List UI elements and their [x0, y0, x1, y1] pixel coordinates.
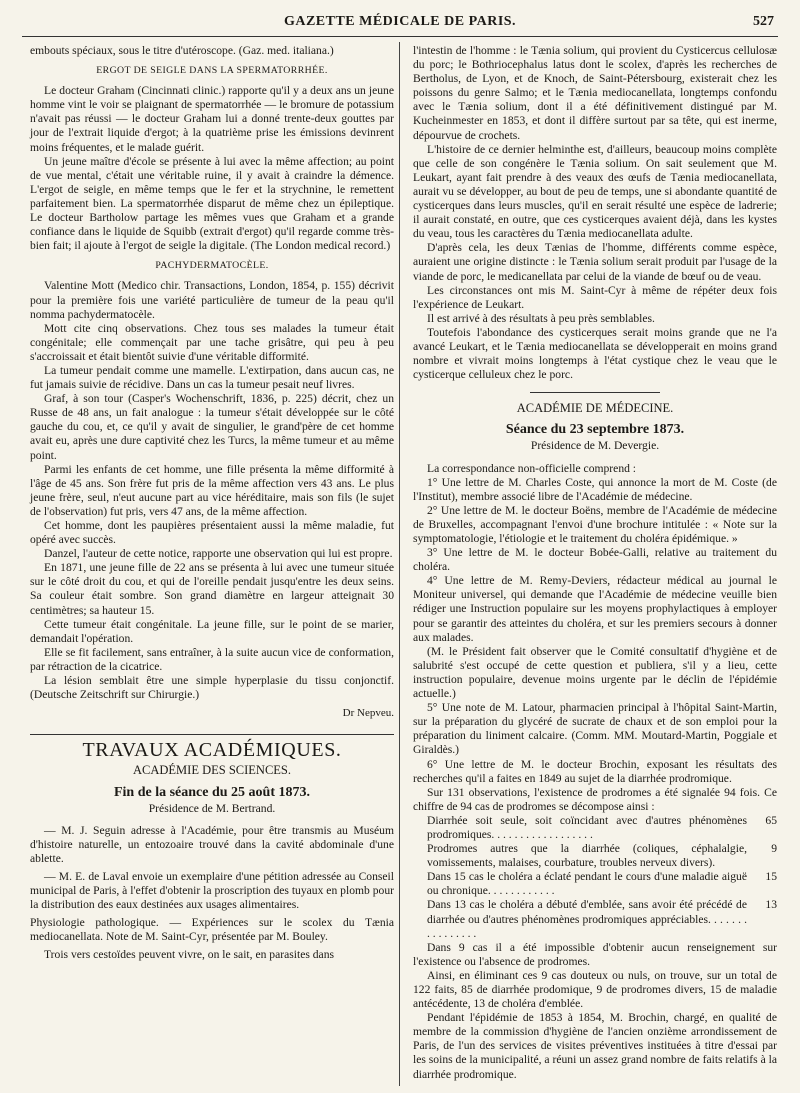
paragraph: Elle se fit facilement, sans entraîner, à la suite aucun vice de conformation, par rétraction de la cicatrice.: [30, 645, 394, 673]
academy-of-medicine-heading: ACADÉMIE DE MÉDECINE.: [516, 401, 674, 416]
section-divider: [530, 392, 660, 393]
paragraph: 5° Une note de M. Latour, pharmacien principal à l'hôpital Saint-Martin, sur la préparation du glycéré de sucrate de chaux et de son emploi pour la préparation du liniment calcaire. (Comm. MM. Moutard-Martin, Poggiale et Giraldès.): [413, 701, 777, 757]
paragraph: Parmi les enfants de cet homme, une fille présenta la même difformité à l'âge de 45 ans. Son frère fut pris de la même affection vers 43 ans. Le plus jeune frère, seul, n'eut aucune part au vice héréditaire, mais son fils (le sujet de l'observation) fut pris, vers 47 ans, de la même affection.: [30, 462, 394, 518]
paragraph: Pendant l'épidémie de 1853 à 1854, M. Brochin, chargé, en qualité de membre de la commission d'hygiène de l'ancien onzième arrondissement de Paris, de l'un des services de visites préventives instituées à titre d'essai par les soins de la municipalité, a réuni un assez grand nombre de faits relatifs à la diarrhée prodromique.: [413, 1011, 777, 1081]
author-signature: Dr Nepveu.: [342, 707, 394, 720]
right-column: [413, 44, 777, 1082]
paragraph: 4° Une lettre de M. Remy-Deviers, rédacteur médical au journal le Moniteur universel, qui demande que l'Académie de médecine veuille bien rédiger une Instruction populaire sur les moyens prophylactiques à employer pour se garantir des atteintes du choléra, et sur les premiers secours à donner aux malades.: [413, 574, 777, 644]
statistics-row: [413, 898, 777, 940]
statistics-count: 15: [765, 870, 777, 884]
paragraph: L'histoire de ce dernier helminthe est, d'ailleurs, beaucoup moins complète que celle de son congénère le Tænia solium. On sait seulement que M. Leukart, ayant fait prendre à des veaux des œufs de Tænia mediocanellata, aurait vu se développer, au bout de peu de temps, une si abondante quantité de cysticerques dans leurs muscles, qu'il en serait résulté une espèce de ladrerie; il aurait constaté, en outre, que ces cysticerques avaient déjà, dans les kystes du veau, tous les caractères du Tænia mediocanellata adulte.: [413, 142, 777, 241]
statistics-count: 9: [771, 842, 777, 856]
paragraph: Trois vers cestoïdes peuvent vivre, on le sait, en parasites dans: [44, 948, 334, 962]
statistics-count: 65: [765, 813, 777, 827]
paragraph: embouts spéciaux, sous le titre d'utéroscope. (Gaz. med. italiana.): [30, 44, 334, 57]
paragraph: Le docteur Graham (Cincinnati clinic.) rapporte qu'il y a deux ans un jeune homme vint le voir se plaignant de spermatorrhée — le bromure de potassium n'avait pas réussi — le docteur Graham lui a donné trente-deux gouttes par jour de l'extrait liquide d'ergot; à la quatrième prise les émissions devinrent moins fréquentes, et le malade guérit.: [30, 84, 394, 154]
paragraph: D'après cela, les deux Tænias de l'homme, différents comme espèce, auraient une origine distincte : le Tænia solium serait produit par l'usage de la viande de porc, le medicanellata par celui de la viande de bœuf ou de veau.: [413, 241, 777, 283]
paragraph: Danzel, l'auteur de cette notice, rapporte une observation qui lui est propre.: [44, 547, 393, 561]
page-header: [22, 12, 778, 37]
paragraph: Toutefois l'abondance des cysticerques serait moins grande que ne l'a avancé Leukart, et le Tænia mediocanellata se développerait en moins grand nombre et vivrait moins longtemps à l'état cystique chez le veau que le cysticerque celluleux chez le porc.: [413, 325, 777, 382]
paragraph: 6° Une lettre de M. le docteur Brochin, exposant les résultats des recherches qu'il a faites en 1849 au sujet de la diarrhée prodromique.: [413, 757, 777, 785]
paragraph: l'intestin de l'homme : le Tænia solium, qui provient du Cysticercus cellulosæ du porc; le Bothriocephalus latus dont le scolex, d'après les recherches de Bertholus, de Lyon, et de Knoch, de Saint-Pétersbourg, existerait chez les poissons du genre Salmo; et le Tænia mediocanellata, longtemps confondu avec le Tænia solium, dont il a été définitivement distingué par M. Kucheinmester en 1853, et dont il diffère surtout par sa tête, qui est inerme, dépourvue de crochets.: [413, 44, 777, 142]
statistics-row: [413, 870, 777, 898]
paragraph: Un jeune maître d'école se présente à lui avec la même affection; au point de vue mental, c'était une véritable ruine, il y avait à craindre la démence. L'ergot de seigle, en même temps que le fer et la strychnine, le remettent parfaitement bien. La spermatorrhée disparut de même chez un épileptique. Le docteur Bartholow partage les mêmes vues que Graham et a grande confiance dans le liquide de Squibb (extrait d'ergot) qu'il regarde comme très-bien fait; il ajoute à l'ergot de seigle la digitale. (The London medical record.): [30, 154, 394, 253]
paragraph: Valentine Mott (Medico chir. Transactions, London, 1854, p. 155) décrivit pour la première fois une variété particulière de tumeur de la peau qu'il nomma pachydermatocèle.: [30, 279, 394, 321]
paragraph: 1° Une lettre de M. Charles Coste, qui annonce la mort de M. Coste (de l'Institut), membre associé libre de l'Académie de médecine.: [413, 475, 777, 503]
paragraph: La correspondance non-officielle comprend :: [427, 461, 637, 475]
paragraph: — M. J. Seguin adresse à l'Académie, pour être transmis au Muséum d'histoire naturelle, un entozoaire trouvé dans la cavité abdominale d'une ablette.: [30, 823, 394, 865]
column-divider: [399, 42, 400, 1086]
paragraph: Sur 131 observations, l'existence de prodromes a été signalée 94 fois. Ce chiffre de 94 cas de prodromes se décompose ainsi :: [413, 785, 777, 813]
paragraph: 3° Une lettre de M. le docteur Bobée-Galli, relative au traitement du choléra.: [413, 546, 777, 574]
statistics-label: Prodromes autres que la diarrhée (coliques, céphalalgie, vomissements, malaises, courbature, troubles nerveux divers).: [427, 842, 747, 870]
journal-title: GAZETTE MÉDICALE DE PARIS.: [283, 14, 517, 29]
paragraph: Physiologie pathologique. — Expériences sur le scolex du Tænia mediocanellata. Note de M. Saint-Cyr, présentée par M. Bouley.: [30, 916, 394, 944]
statistics-label: Diarrhée soit seule, soit coïncidant avec d'autres phénomènes prodromiques. . . . . . . . . . . . . . . . . .: [427, 813, 747, 841]
paragraph: En 1871, une jeune fille de 22 ans se présenta à lui avec une tumeur située sur le côté droit du cou, et qui de l'oreille pendait jusqu'entre les deux seins. Sa couleur était sombre. Son grand diamètre en largeur atteignait 30 centimètres; sa hauteur 15.: [30, 561, 394, 617]
statistics-count: 13: [765, 898, 777, 912]
presidency-sciences: Présidence de M. Bertrand.: [148, 801, 276, 815]
academy-of-sciences-heading: ACADÉMIE DES SCIENCES.: [133, 763, 291, 778]
paragraph: Dans 9 cas il a été impossible d'obtenir aucun renseignement sur l'existence ou l'absence de prodromes.: [413, 940, 777, 968]
paragraph: Cet homme, dont les paupières présentaient aussi la même maladie, fut opéré avec succès.: [30, 519, 394, 547]
statistics-row: [413, 814, 777, 842]
statistics-row: [413, 842, 777, 870]
paragraph: (M. le Président fait observer que le Comité consultatif d'hygiène et de salubrité s'est occupé de cette question et publiera, s'il y a lieu, cette instruction populaire, devenue moins urgente par le déclin de l'épidémie actuelle.): [413, 644, 777, 701]
section-heading-ergot: ERGOT DE SEIGLE DANS LA SPERMATORRHÉE.: [96, 65, 328, 77]
statistics-label: Dans 13 cas le choléra a débuté d'emblée, sans avoir été précédé de diarrhée ou d'autres phénomènes prodromiques appréciables. . . . . . . . . . . . . . . .: [427, 898, 747, 940]
paragraph: Graf, à son tour (Casper's Wochenschrift, 1836, p. 225) décrit, chez un Russe de 48 ans, un fait analogue : la tumeur s'était développée sur le côté gauche du cou, et, ce qu'il y avait de singulier, le grand'père de cet homme avait eu, après une dure captivité chez les Turcs, la même tumeur et au même point.: [30, 392, 394, 462]
paragraph: La lésion semblait être une simple hyperplasie du tissu conjonctif. (Deutsche Zeitschrift sur Chirurgie.): [30, 674, 394, 702]
left-column: [30, 44, 394, 963]
paragraph: Mott cite cinq observations. Chez tous ses malades la tumeur était congénitale; elle commençait par une tache grisâtre, qui peu à peu s'accroissait et était bientôt suivie d'une véritable difformité.: [30, 321, 394, 363]
page-number: 527: [753, 14, 774, 29]
statistics-label: Dans 15 cas le choléra a éclaté pendant le cours d'une maladie aiguë ou chronique. . . . . . . . . . . .: [427, 870, 747, 898]
paragraph: — M. E. de Laval envoie un exemplaire d'une pétition adressée au Conseil municipal de Paris, à l'effet d'obtenir la proscription des tuyaux en plomb pour la distribution des eaux destinées aux usages alimentaires.: [30, 869, 394, 912]
paragraph: Ainsi, en éliminant ces 9 cas douteux ou nuls, on trouve, sur un total de 122 faits, 85 de diarrhée prodomique, 9 de prodromes divers, 15 de maladie antécédente, 13 de choléra d'emblée.: [413, 968, 777, 1011]
paragraph: Les circonstances ont mis M. Saint-Cyr à même de répéter deux fois l'expérience de Leukart.: [413, 283, 777, 311]
session-title-sciences: Fin de la séance du 25 août 1873.: [113, 784, 310, 800]
paragraph: La tumeur pendait comme une mamelle. L'extirpation, dans aucun cas, ne fut jamais suivie de récidive. Dans un cas la tumeur pesait neuf livres.: [30, 363, 394, 392]
travaux-academiques-title: TRAVAUX ACADÉMIQUES.: [30, 734, 394, 757]
paragraph: Cette tumeur était congénitale. La jeune fille, sur le point de se marier, demandait l'opération.: [30, 617, 394, 645]
session-title-medicine: Séance du 23 septembre 1873.: [505, 422, 685, 438]
presidency-medicine: Présidence de M. Devergie.: [530, 439, 660, 453]
paragraph: Il est arrivé à des résultats à peu près semblables.: [427, 311, 655, 325]
paragraph: 2° Une lettre de M. le docteur Boëns, membre de l'Académie de médecine de Bruxelles, accompagnant l'envoi d'une brochure intitulée : « Note sur la symptomatologie, l'étiologie et le traitement du choléra épidémique. »: [413, 503, 777, 545]
section-heading-pachydermatocele: PACHYDERMATOCÈLE.: [155, 260, 269, 272]
